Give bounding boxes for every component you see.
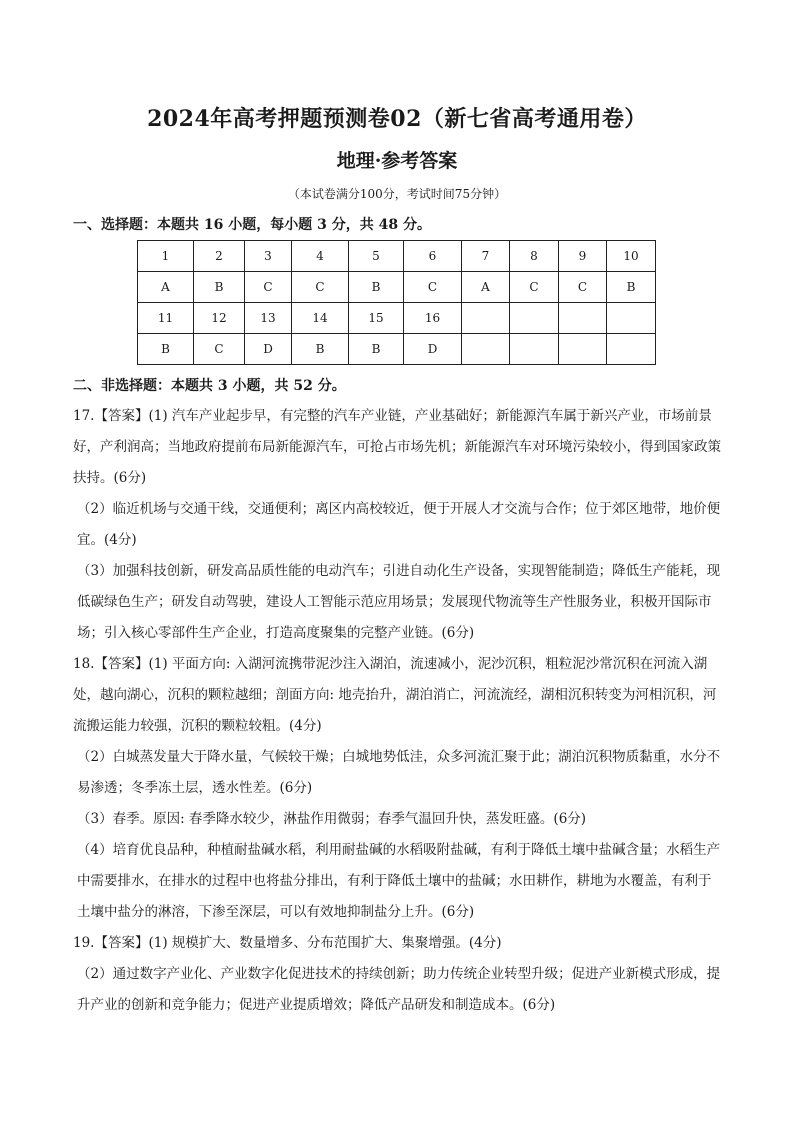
question-number-cell bbox=[510, 303, 559, 334]
answer-cell: C bbox=[292, 272, 349, 303]
question-number-cell bbox=[559, 303, 607, 334]
exam-note: （本试卷满分100分，考试时间75分钟） bbox=[287, 187, 507, 201]
page-subtitle: 地理·参考答案 bbox=[336, 150, 458, 172]
q18-part4: （4）培育优良品种，种植耐盐碱水稻，利用耐盐碱的水稻吸附盐碱，有利于降低土壤中盐碱含量；水稻生产中需要排水，在排水的过程中也将盐分排出，有利于降低土壤中的盐碱；水田耕作，耕地为水覆盖，有利于土壤中盐分的淋溶，下渗至深层，可以有效地抑制盐分上升。(6分) bbox=[77, 842, 721, 920]
section1-heading: 一、选择题：本题共 16 小题，每小题 3 分，共 48 分。 bbox=[73, 217, 431, 233]
q19-part1: 19.【答案】(1) 规模扩大、数量增多、分布范围扩大、集聚增强。(4分) bbox=[73, 935, 502, 951]
question-number-cell: 15 bbox=[349, 303, 404, 334]
question-number-cell: 11 bbox=[138, 303, 194, 334]
answer-cell bbox=[559, 334, 607, 365]
question-number-cell: 9 bbox=[559, 241, 607, 272]
question-number-cell: 13 bbox=[245, 303, 292, 334]
answer-cell: D bbox=[404, 334, 462, 365]
answer-cell: A bbox=[138, 272, 194, 303]
answer-cell: C bbox=[194, 334, 245, 365]
q18-part3: （3）春季。原因: 春季降水较少，淋盐作用微弱；春季气温回升快，蒸发旺盛。(6分) bbox=[77, 811, 587, 827]
question-number-cell: 3 bbox=[245, 241, 292, 272]
answer-cell: C bbox=[559, 272, 607, 303]
answer-cell: D bbox=[245, 334, 292, 365]
answer-cell: B bbox=[138, 334, 194, 365]
answer-cell: B bbox=[349, 334, 404, 365]
answer-cell: A bbox=[462, 272, 510, 303]
question-number-cell: 14 bbox=[292, 303, 349, 334]
answer-body bbox=[73, 401, 723, 1021]
question-number-cell: 2 bbox=[194, 241, 245, 272]
page-title: 2024年高考押题预测卷02（新七省高考通用卷） bbox=[147, 106, 647, 132]
answer-row bbox=[138, 272, 656, 303]
question-number-row bbox=[138, 303, 656, 334]
question-number-cell: 12 bbox=[194, 303, 245, 334]
answer-row bbox=[138, 334, 656, 365]
question-number-cell: 7 bbox=[462, 241, 510, 272]
q19-part2: （2）通过数字产业化、产业数字化促进技术的持续创新；助力传统企业转型升级；促进产业新模式形成，提升产业的创新和竞争能力；促进产业提质增效；降低产品研发和制造成本。(6分) bbox=[77, 966, 721, 1013]
answer-cell: B bbox=[607, 272, 656, 303]
question-number-cell: 4 bbox=[292, 241, 349, 272]
question-number-cell: 8 bbox=[510, 241, 559, 272]
q17-part3: （3）加强科技创新，研发高品质性能的电动汽车；引进自动化生产设备，实现智能制造；降低生产能耗，现低碳绿色生产；研发自动驾驶，建设人工智能示范应用场景；发展现代物流等生产性服务业，积极开国际市场；引入核心零部件生产企业，打造高度聚集的完整产业链。(6分) bbox=[77, 563, 721, 641]
answer-cell bbox=[607, 334, 656, 365]
question-number-cell: 10 bbox=[607, 241, 656, 272]
q17-part2: （2）临近机场与交通干线，交通便利；离区内高校较近，便于开展人才交流与合作；位于郊区地带，地价便宜。(4分) bbox=[77, 501, 721, 548]
question-number-cell bbox=[462, 303, 510, 334]
question-number-row bbox=[138, 241, 656, 272]
section2-heading: 二、非选择题：本题共 3 小题，共 52 分。 bbox=[73, 378, 346, 394]
q17-part1: 17.【答案】(1) 汽车产业起步早，有完整的汽车产业链，产业基础好；新能源汽车属于新兴产业，市场前景好，产利润高；当地政府提前布局新能源汽车，可抢占市场先机；新能源汽车对环境污染较小，得到国家政策扶持。(6分) bbox=[73, 408, 721, 486]
answer-cell bbox=[462, 334, 510, 365]
answer-cell: B bbox=[292, 334, 349, 365]
q18-part1: 18.【答案】(1) 平面方向: 入湖河流携带泥沙注入湖泊，流速减小，泥沙沉积，粗粒泥沙常沉积在河流入湖处，越向湖心，沉积的颗粒越细；剖面方向: 地壳抬升，湖泊消亡，河流流经，湖相沉积转变为河相沉积，河流搬运能力较强，沉积的颗粒较粗。(4分) bbox=[73, 656, 717, 734]
answer-cell: B bbox=[194, 272, 245, 303]
answer-table bbox=[137, 240, 656, 365]
answer-cell: C bbox=[404, 272, 462, 303]
answer-cell: B bbox=[349, 272, 404, 303]
question-number-cell: 16 bbox=[404, 303, 462, 334]
question-number-cell: 6 bbox=[404, 241, 462, 272]
question-number-cell bbox=[607, 303, 656, 334]
question-number-cell: 5 bbox=[349, 241, 404, 272]
answer-cell: C bbox=[510, 272, 559, 303]
answer-cell: C bbox=[245, 272, 292, 303]
question-number-cell: 1 bbox=[138, 241, 194, 272]
answer-cell bbox=[510, 334, 559, 365]
q18-part2: （2）白城蒸发量大于降水量，气候较干燥；白城地势低洼，众多河流汇聚于此；湖泊沉积物质黏重，水分不易渗透；冬季冻土层，透水性差。(6分) bbox=[77, 749, 721, 796]
